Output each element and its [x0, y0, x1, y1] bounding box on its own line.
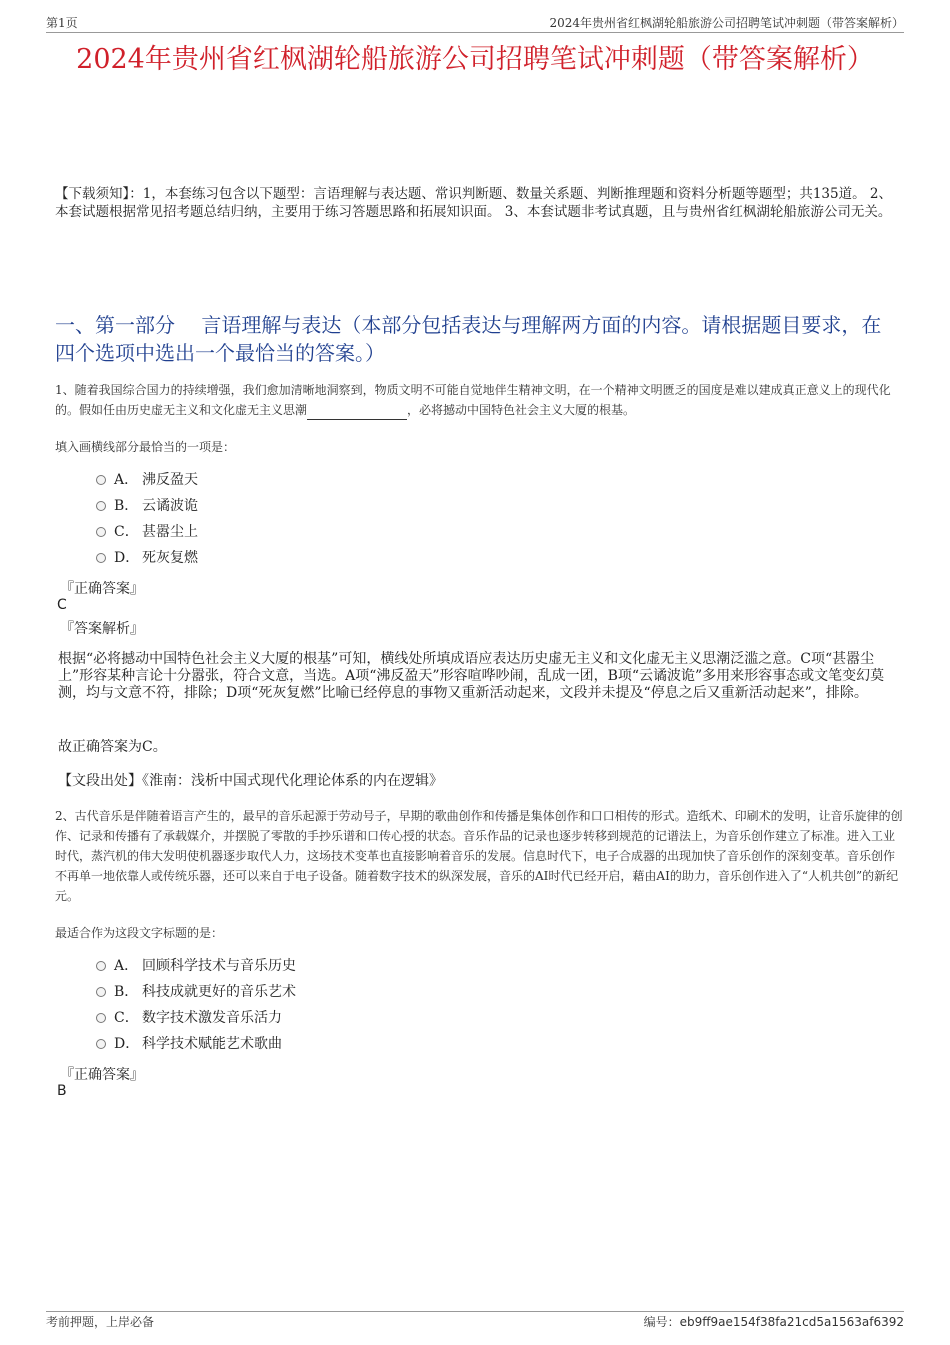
download-notice: 【下载须知】：1，本套练习包含以下题型：言语理解与表达题、常识判断题、数量关系题、判断推理题和资料分析题等题型；共135道。 2、本套试题根据常见招考题总结归纳，主要用于练习答题思路和拓展知识面。 3、本套试题非考试真题，且与贵州省红枫湖轮船旅游公司无关。 [55, 186, 892, 220]
header-doc-title: 2024年贵州省红枫湖轮船旅游公司招聘笔试冲刺题（带答案解析） [549, 16, 904, 30]
radio-icon[interactable] [96, 553, 106, 563]
footer-code-label: 编号： [643, 1315, 680, 1329]
option-letter: D． [114, 1036, 140, 1052]
question-1-option-d[interactable] [96, 547, 198, 569]
option-letter: D． [114, 550, 140, 566]
option-letter: C． [114, 524, 139, 540]
correct-answer-label: 『正确答案』 [60, 1067, 144, 1083]
option-text: 沸反盈天 [142, 472, 198, 488]
footer-divider [46, 1311, 904, 1312]
option-letter: A． [114, 472, 139, 488]
option-letter: C． [114, 1010, 139, 1026]
question-1-text [55, 380, 903, 420]
footer-code [644, 1313, 904, 1330]
explanation-text: 根据“必将撼动中国特色社会主义大厦的根基”可知，横线处所填成语应表达历史虚无主义和文化虚无主义思潮泛滥之意。C项“甚嚣尘上”形容某种言论十分嚣张，符合文意，当选。A项“沸反盈天”形容喧哗吵闹，乱成一团，B项“云谲波诡”多用来形容事态或文笔变幻莫测，均与文意不符，排除；D项“死灰复燃”比喻已经停息的事物又重新活动起来，文段并未提及“停息之后又重新活动起来”，排除。 [58, 651, 885, 701]
question-2-option-c[interactable] [96, 1007, 282, 1029]
source-citation: 【文段出处】《淮南：浅析中国式现代化理论体系的内在逻辑》 [58, 773, 443, 789]
footer-code-value: eb9ff9ae154f38fa21cd5a1563af6392 [679, 1315, 904, 1329]
question-1-option-c[interactable] [96, 521, 198, 543]
option-letter: B． [114, 984, 139, 1000]
radio-icon[interactable] [96, 961, 106, 971]
question-2-option-a[interactable] [96, 955, 296, 977]
option-letter: A． [114, 958, 139, 974]
option-letter: B． [114, 498, 139, 514]
option-text: 甚嚣尘上 [142, 524, 198, 540]
answer-blank [307, 407, 407, 420]
option-text: 死灰复燃 [142, 550, 198, 566]
radio-icon[interactable] [96, 1013, 106, 1023]
question-2-option-b[interactable] [96, 981, 296, 1003]
option-text: 科技成就更好的音乐艺术 [142, 984, 296, 1000]
option-text: 科学技术赋能艺术歌曲 [142, 1036, 282, 1052]
section-title: 一、第一部分 言语理解与表达（本部分包括表达与理解两方面的内容。请根据题目要求，在四个选项中选出一个最恰当的答案。） [55, 313, 882, 365]
question-1-option-b[interactable] [96, 495, 198, 517]
radio-icon[interactable] [96, 1039, 106, 1049]
correct-answer-value: C [57, 597, 67, 613]
radio-icon[interactable] [96, 527, 106, 537]
question-2-option-d[interactable] [96, 1033, 282, 1055]
correct-answer-value: B [57, 1083, 67, 1099]
question-2-prompt: 最适合作为这段文字标题的是： [55, 926, 224, 940]
option-text: 回顾科学技术与音乐历史 [142, 958, 296, 974]
radio-icon[interactable] [96, 501, 106, 511]
question-1-text-after: ，必将撼动中国特色社会主义大厦的根基。 [407, 403, 636, 417]
option-text: 数字技术激发音乐活力 [142, 1010, 282, 1026]
explanation-conclusion: 故正确答案为C。 [58, 739, 167, 755]
question-1-text-before: 1、随着我国综合国力的持续增强，我们愈加清晰地洞察到，物质文明不可能自觉地伴生精神文明，在一个精神文明匮乏的国度是难以建成真正意义上的现代化的。假如任由历史虚无主义和文化虚无主义思潮 [55, 383, 891, 417]
radio-icon[interactable] [96, 475, 106, 485]
footer-slogan: 考前押题，上岸必备 [46, 1315, 155, 1329]
page-number: 第1页 [46, 16, 78, 30]
page-header [46, 14, 904, 33]
radio-icon[interactable] [96, 987, 106, 997]
document-title: 2024年贵州省红枫湖轮船旅游公司招聘笔试冲刺题（带答案解析） [76, 44, 874, 75]
correct-answer-label: 『正确答案』 [60, 581, 144, 597]
question-1-option-a[interactable] [96, 469, 198, 491]
question-2-text: 2、古代音乐是伴随着语言产生的，最早的音乐起源于劳动号子，早期的歌曲创作和传播是集体创作和口口相传的形式。造纸术、印刷术的发明，让音乐旋律的创作、记录和传播有了承载媒介，并摆脱了零散的手抄乐谱和口传心授的状态。音乐作品的记录也逐步转移到规范的记谱法上，为音乐创作建立了标准。进入工业时代，蒸汽机的伟大发明使机器逐步取代人力，这场技术变革也直接影响着音乐的发展。信息时代下，电子合成器的出现加快了音乐创作的深刻变革。音乐创作不再单一地依靠人或传统乐器，还可以来自于电子设备。随着数字技术的纵深发展，音乐的AI时代已经开启，藉由AI的助力，音乐创作进入了“人机共创”的新纪元。 [55, 809, 903, 903]
option-text: 云谲波诡 [142, 498, 198, 514]
explanation-label: 『答案解析』 [60, 621, 144, 637]
question-1-prompt: 填入画横线部分最恰当的一项是： [55, 440, 236, 454]
